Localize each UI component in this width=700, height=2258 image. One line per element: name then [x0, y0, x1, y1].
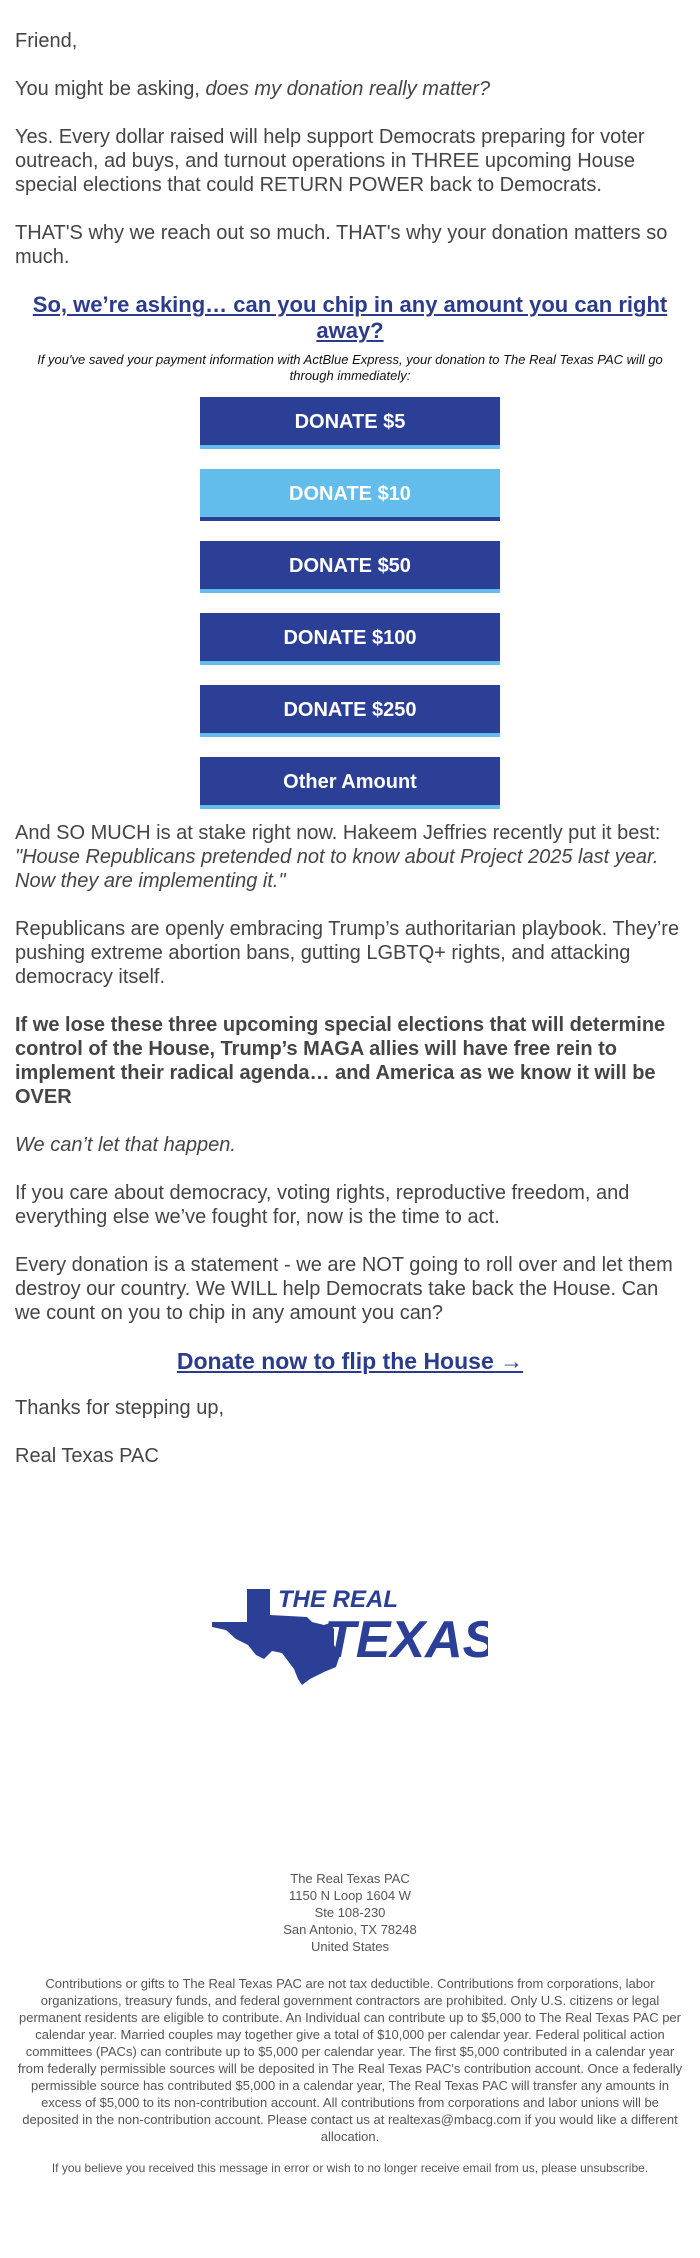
footer-address: [0, 1870, 700, 1955]
donate-250-button[interactable]: DONATE $250: [200, 685, 500, 737]
statement-paragraph: Every donation is a statement - we are NOT going to roll over and let them destroy our country. We WILL help Democrats take back the House. Can we count on you to chip in any amount you can?: [15, 1254, 673, 1324]
flip-house-link[interactable]: Donate now to flip the House →: [176, 1348, 524, 1374]
donate-other-amount-button[interactable]: Other Amount: [200, 757, 500, 809]
stakes-paragraph: [15, 821, 685, 893]
signature: Real Texas PAC: [15, 1445, 159, 1467]
legal-disclaimer: Contributions or gifts to The Real Texas PAC are not tax deductible. Contributions from corporations, labor organizations, treasury funds, and federal government contractors are prohibited. Only U.S. citizens or legal permanent residents are eligible to contribute. An Individual can contribute up to $5,000 to The Real Texas PAC per calendar year. Married couples may together give a total of $10,000 per calendar year. Federal political action committees (PACs) can contribute up to $5,000 per calendar year. The first $5,000 contributed in a calendar year from federally permissible sources will be deposited in The Real Texas PAC's contribution account. Once a federally permissible source has contributed $5,000 in a calendar year, The Real Texas PAC will transfer any amounts in excess of $5,000 to its non-contribution account. All contributions from corporations and labor unions will be deposited in the non-contribution account. Please contact us at realtexas@mbacg.com if you would like a different allocation.: [17, 1976, 683, 2144]
logo-line1: THE REAL: [278, 1586, 398, 1613]
unsubscribe-note: If you believe you received this message in error or wish to no longer receive email from us, please unsubscribe.: [51, 2161, 649, 2175]
ask-link[interactable]: So, we’re asking… can you chip in any amount you can right away?: [32, 292, 668, 343]
care-paragraph: If you care about democracy, voting rights, reproductive freedom, and everything else we’ve fought for, now is the time to act.: [15, 1182, 630, 1228]
donation-buttons: [15, 397, 685, 809]
donate-100-button[interactable]: DONATE $100: [200, 613, 500, 665]
texas-map-icon: [212, 1575, 488, 1691]
real-texas-logo: [212, 1575, 488, 1691]
address-line: San Antonio, TX 78248: [283, 1922, 417, 1937]
support-paragraph: Yes. Every dollar raised will help support Democrats preparing for voter outreach, ad buys, and turnout operations in THREE upcoming House special elections that could RETURN POWER back to Democrats.: [15, 126, 645, 196]
address-line: 1150 N Loop 1604 W: [289, 1888, 411, 1903]
donate-50-button[interactable]: DONATE $50: [200, 541, 500, 593]
why-paragraph: THAT'S why we reach out so much. THAT's why your donation matters so much.: [15, 222, 668, 268]
address-line: Ste 108-230: [314, 1905, 386, 1920]
logo-line2: TEXAS: [324, 1611, 488, 1669]
warning-paragraph: If we lose these three upcoming special elections that will determine control of the House, Trump’s MAGA allies will have free rein to implement their radical agenda… and America as we know it will be OVER: [15, 1014, 666, 1108]
actblue-express-note: If you've saved your payment information with ActBlue Express, your donation to The Real Texas PAC will go through immediately:: [37, 352, 663, 383]
intro-paragraph: [15, 77, 685, 101]
jeffries-quote: "House Republicans pretended not to know about Project 2025 last year. Now they are implementing it.": [15, 846, 659, 892]
cant-let-happen: We can’t let that happen.: [15, 1134, 236, 1156]
address-line: The Real Texas PAC: [290, 1871, 410, 1886]
address-line: United States: [310, 1939, 390, 1954]
donate-5-button[interactable]: DONATE $5: [200, 397, 500, 449]
signoff: Thanks for stepping up,: [15, 1397, 225, 1419]
republicans-paragraph: Republicans are openly embracing Trump’s authoritarian playbook. They’re pushing extreme abortion bans, gutting LGBTQ+ rights, and attacking democracy itself.: [15, 918, 680, 988]
intro-text: You might be asking,: [15, 78, 206, 100]
donate-10-button[interactable]: DONATE $10: [200, 469, 500, 521]
stakes-text: And SO MUCH is at stake right now. Hakeem Jeffries recently put it best:: [15, 822, 661, 844]
greeting: Friend,: [15, 30, 78, 52]
intro-question: does my donation really matter?: [205, 78, 491, 100]
